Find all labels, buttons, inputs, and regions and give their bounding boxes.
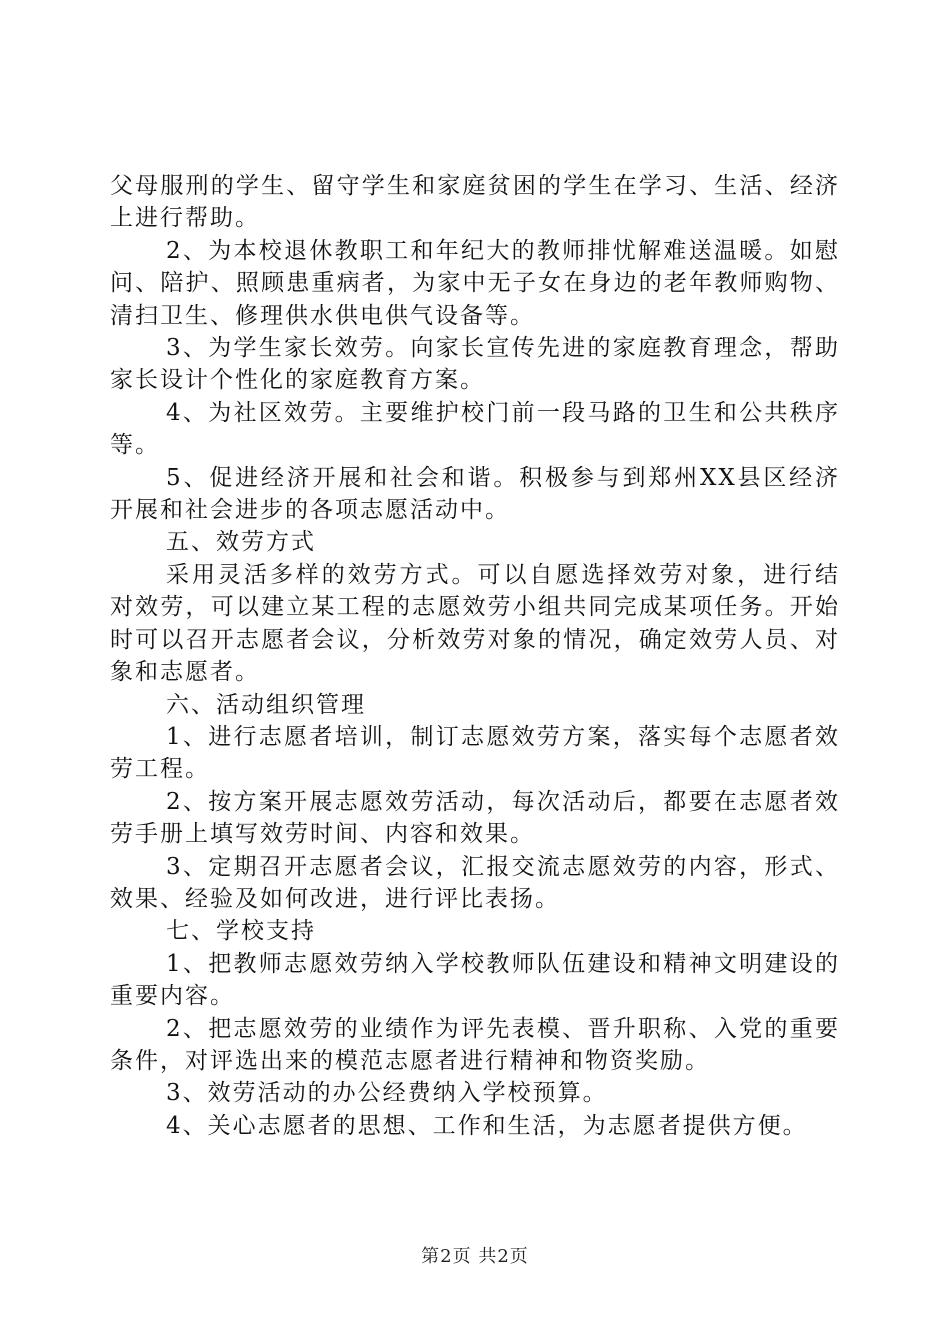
paragraph-5: 5、促进经济开展和社会和谐。积极参与到郑州XX县区经济开展和社会进步的各项志愿活动中。	[110, 464, 840, 524]
document-body	[110, 170, 840, 1142]
section-heading-6: 六、活动组织管理	[166, 691, 366, 718]
paragraph-13: 4、关心志愿者的思想、工作和生活，为志愿者提供方便。	[166, 1112, 808, 1139]
paragraph-9: 3、定期召开志愿者会议，汇报交流志愿效劳的内容，形式、效果、经验及如何改进，进行评比表扬。	[110, 853, 840, 912]
paragraph-1: 父母服刑的学生、留守学生和家庭贫困的学生在学习、生活、经济上进行帮助。	[110, 173, 840, 232]
paragraph-6: 采用灵活多样的效劳方式。可以自愿选择效劳对象，进行结对效劳，可以建立某工程的志愿效劳小组共同完成某项任务。开始时可以召开志愿者会议，分析效劳对象的情况，确定效劳人员、对象和志愿者。	[110, 561, 840, 686]
paragraph-2: 2、为本校退休教职工和年纪大的教师排忧解难送温暖。如慰问、陪护、照顾患重病者，为家中无子女在身边的老年教师购物、清扫卫生、修理供水供电供气设备等。	[110, 237, 840, 329]
paragraph-3: 3、为学生家长效劳。向家长宣传先进的家庭教育理念，帮助家长设计个性化的家庭教育方案。	[110, 335, 840, 394]
page-footer: 第2页 共2页	[421, 1246, 529, 1267]
paragraph-7: 1、进行志愿者培训，制订志愿效劳方案，落实每个志愿者效劳工程。	[110, 723, 840, 783]
section-heading-5: 五、效劳方式	[166, 529, 316, 556]
paragraph-11: 2、把志愿效劳的业绩作为评先表模、晋升职称、入党的重要条件，对评选出来的模范志愿者进行精神和物资奖励。	[110, 1015, 840, 1074]
section-heading-7: 七、学校支持	[166, 918, 316, 945]
paragraph-8: 2、按方案开展志愿效劳活动，每次活动后，都要在志愿者效劳手册上填写效劳时间、内容和效果。	[110, 788, 840, 848]
paragraph-12: 3、效劳活动的办公经费纳入学校预算。	[166, 1080, 608, 1107]
paragraph-4: 4、为社区效劳。主要维护校门前一段马路的卫生和公共秩序等。	[110, 399, 840, 459]
paragraph-10: 1、把教师志愿效劳纳入学校教师队伍建设和精神文明建设的重要内容。	[110, 950, 840, 1010]
